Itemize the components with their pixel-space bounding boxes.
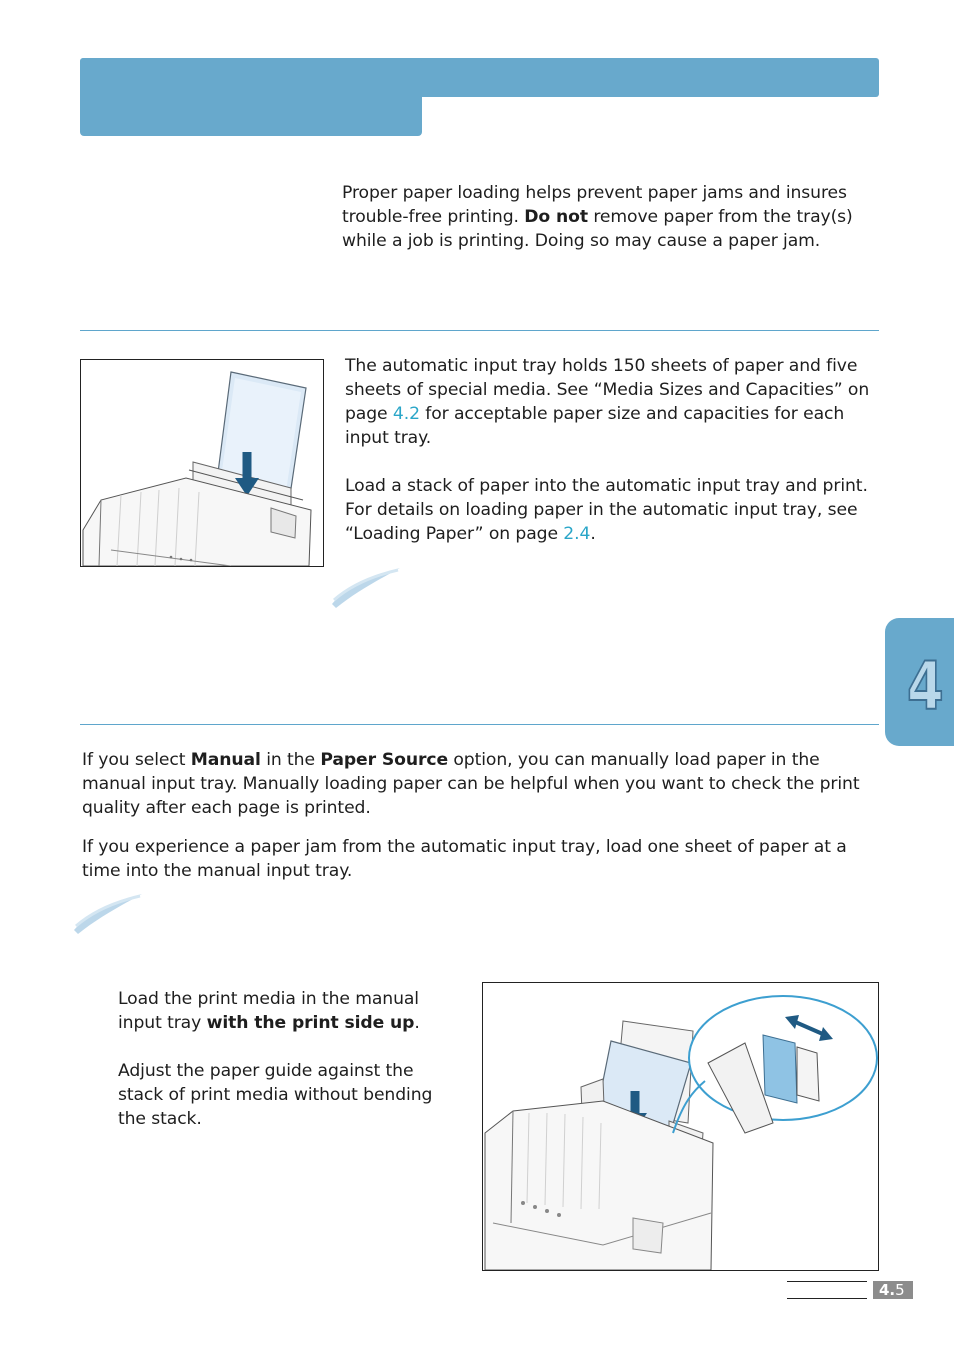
text-line: . — [590, 524, 596, 544]
intro-paragraph — [342, 181, 882, 253]
text-line: The automatic input tray holds 150 sheets of paper and five — [345, 356, 858, 376]
header-banner-tab — [80, 58, 422, 136]
chapter-tab[interactable] — [885, 618, 954, 746]
manual-option-label: Manual — [190, 750, 261, 770]
text-line: If you select — [82, 750, 191, 770]
text-line: quality after each page is printed. — [82, 798, 371, 818]
step-2-text: the stack. — [118, 1109, 202, 1129]
auto-tray-figure — [80, 359, 324, 567]
note-brush-icon — [328, 564, 404, 610]
intro-line: while a job is printing. Doing so may cause a paper jam. — [342, 231, 821, 251]
manual-tray-text — [82, 748, 882, 883]
text-line: For details on loading paper in the automatic input tray, see — [345, 500, 858, 520]
page-link-2-4[interactable]: 2.4 — [563, 524, 591, 544]
footer-rule — [787, 1281, 867, 1282]
text-line: Load a stack of paper into the automatic input tray and print. — [345, 476, 868, 496]
step-2-text: Adjust the paper guide against the — [118, 1061, 414, 1081]
intro-line: Proper paper loading helps prevent paper jams and insures — [342, 183, 847, 203]
auto-tray-text — [345, 354, 875, 546]
paper-source-label: Paper Source — [320, 750, 449, 770]
chapter-number: 4 — [907, 648, 943, 725]
printer-auto-tray-illustration — [81, 360, 323, 566]
text-line: option, you can manually load paper in the — [448, 750, 820, 770]
text-line: If you experience a paper jam from the automatic input tray, load one sheet of paper at a — [82, 837, 847, 857]
text-line: manual input tray. Manually loading paper can be helpful when you want to check the print — [82, 774, 860, 794]
intro-line: remove paper from the tray(s) — [587, 207, 853, 227]
manual-tray-figure — [482, 982, 879, 1271]
footer-rule — [787, 1298, 867, 1299]
page-number — [873, 1281, 913, 1299]
step-2-text: stack of print media without bending — [118, 1085, 433, 1105]
text-line: input tray. — [345, 428, 432, 448]
page-num: 5 — [895, 1281, 905, 1299]
text-line: time into the manual input tray. — [82, 861, 353, 881]
steps-text — [118, 987, 458, 1131]
text-line: “Loading Paper” on page — [345, 524, 564, 544]
text-line: sheets of special media. See “Media Sizes and Capacities” on — [345, 380, 870, 400]
step-1-text: . — [414, 1013, 420, 1033]
print-side-up-emphasis: with the print side up — [206, 1013, 415, 1033]
page-link-4-2[interactable]: 4.2 — [392, 404, 420, 424]
page-chapter: 4. — [879, 1281, 896, 1299]
section-divider — [80, 724, 879, 725]
step-1-text: Load the print media in the manual — [118, 989, 419, 1009]
step-1-text: input tray — [118, 1013, 207, 1033]
text-line: in the — [260, 750, 321, 770]
intro-line: trouble-free printing. — [342, 207, 525, 227]
printer-manual-tray-illustration — [483, 983, 878, 1270]
section-divider — [80, 330, 879, 331]
text-line: for acceptable paper size and capacities for each — [419, 404, 845, 424]
text-line: page — [345, 404, 393, 424]
do-not-emphasis: Do not — [524, 207, 588, 227]
note-brush-icon — [70, 890, 146, 936]
